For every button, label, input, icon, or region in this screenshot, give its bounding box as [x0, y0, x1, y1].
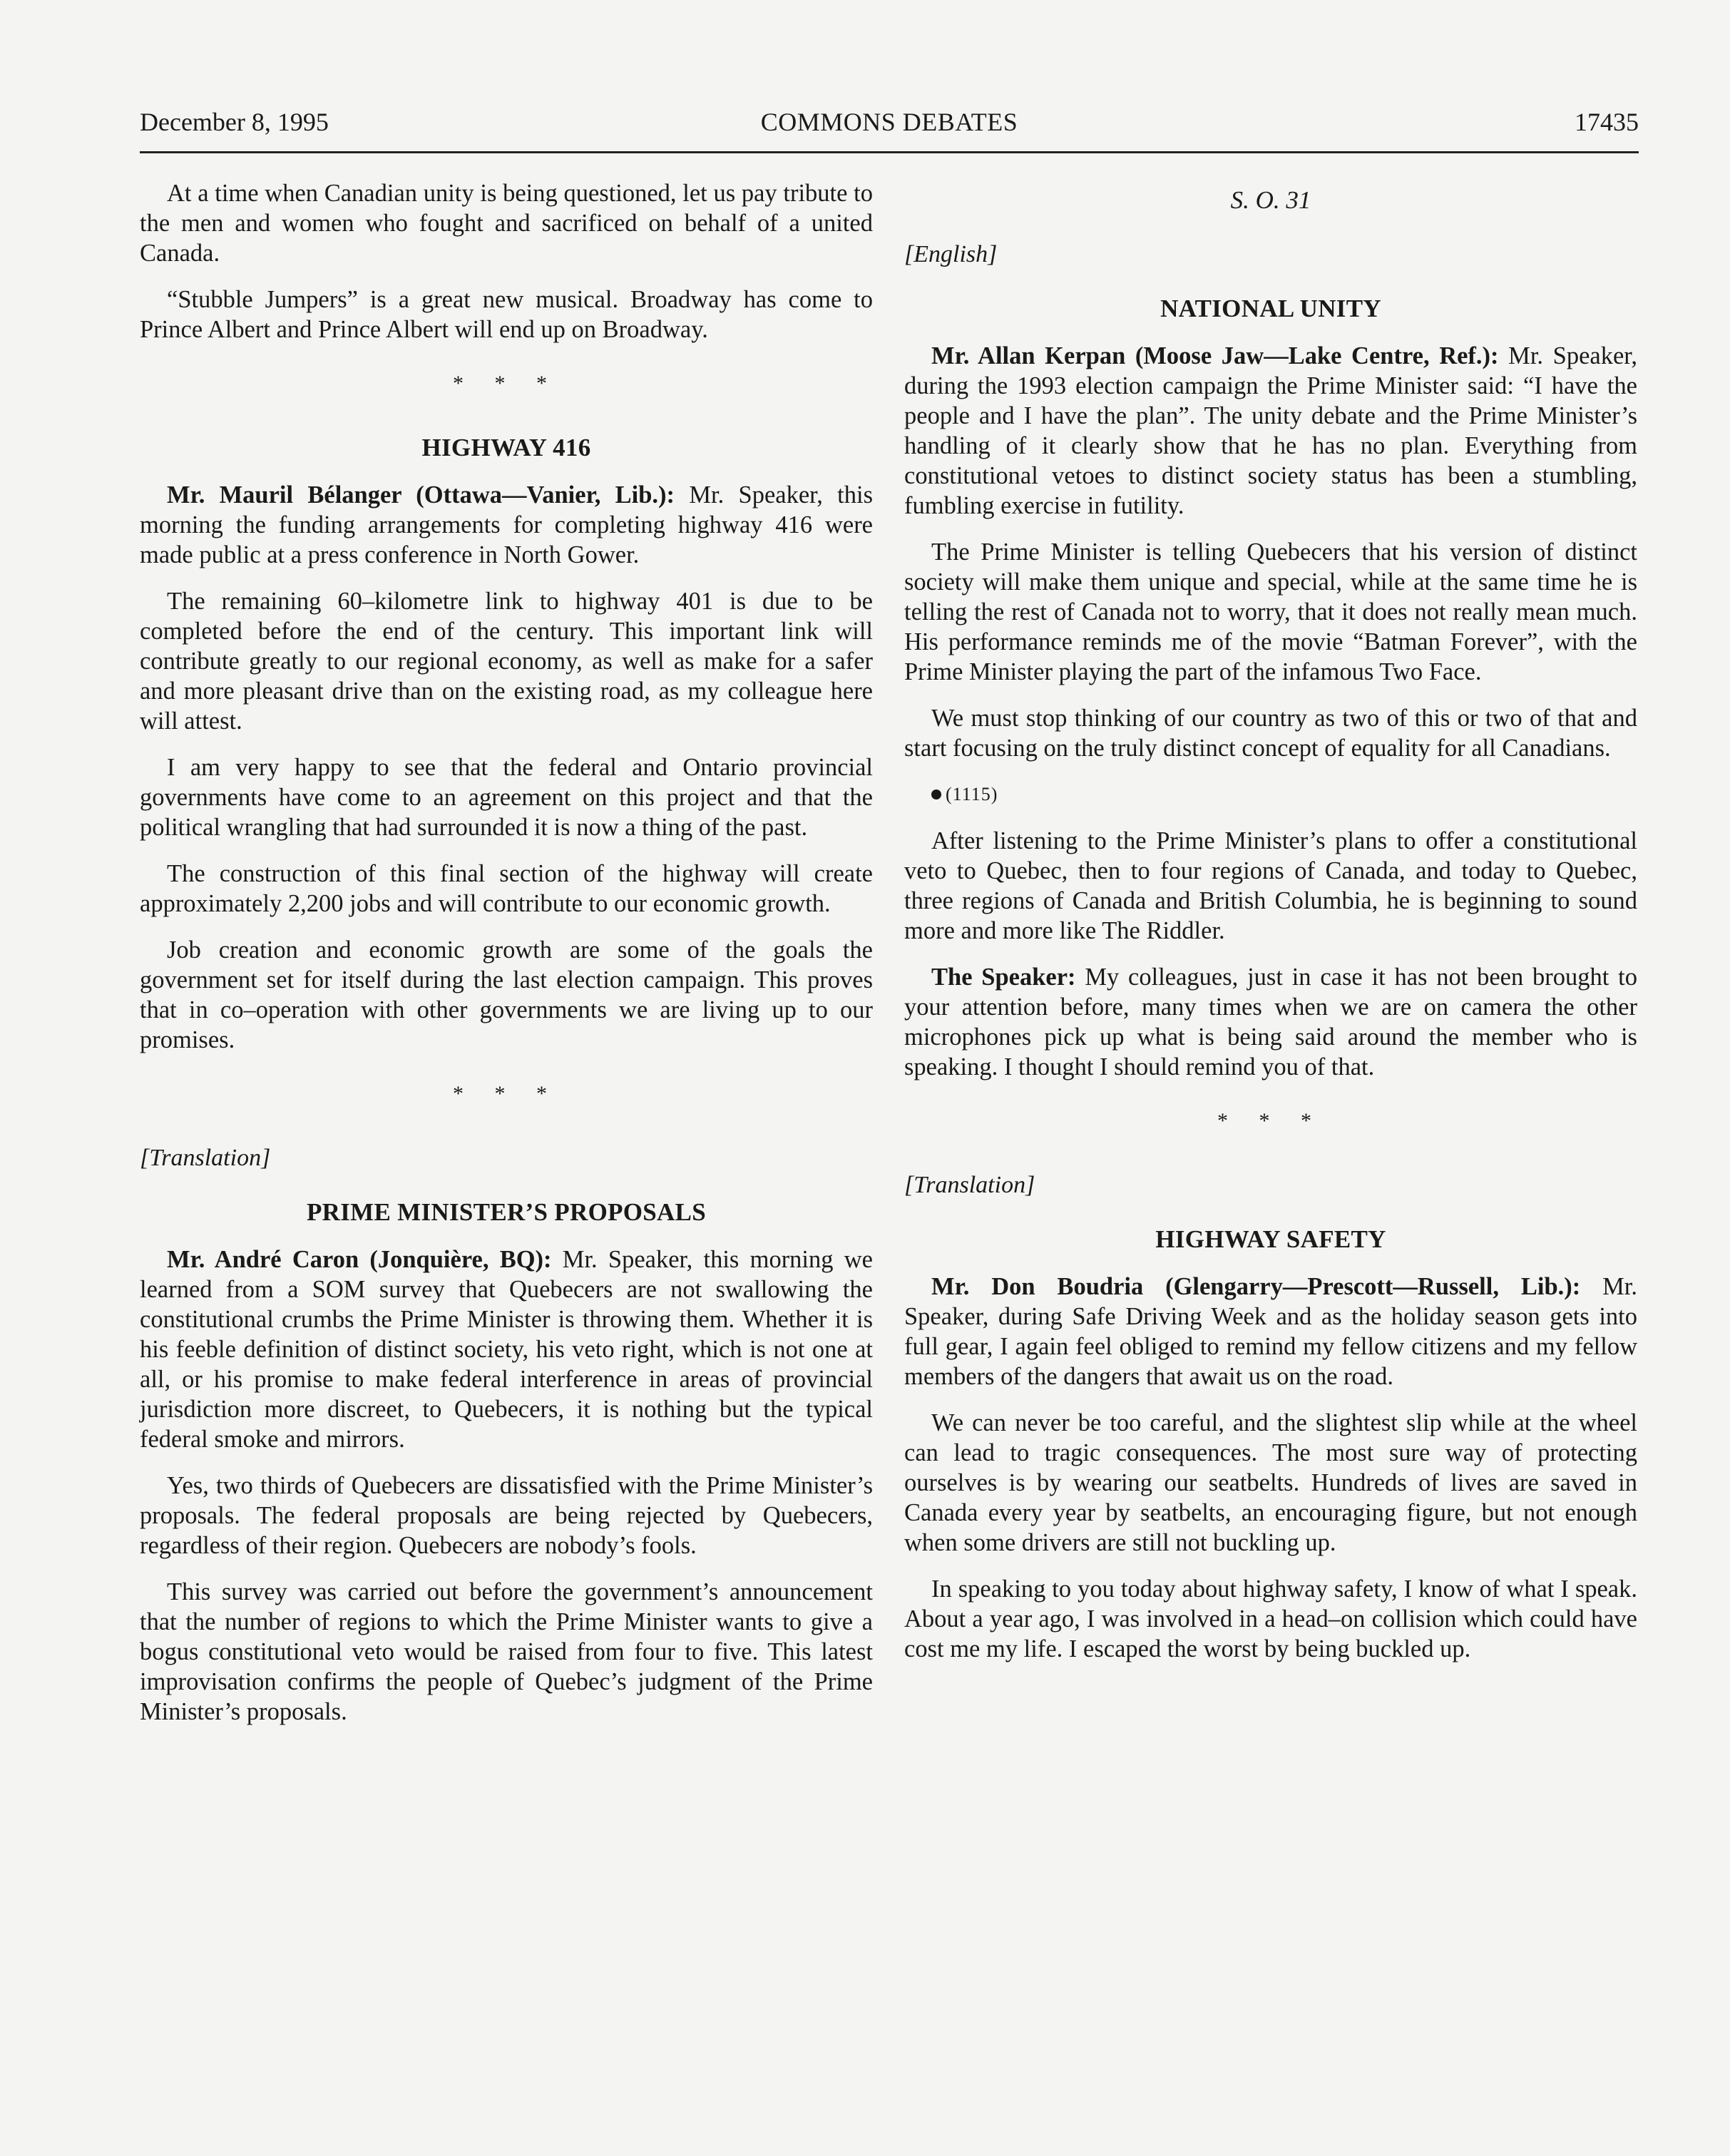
paragraph: The remaining 60–kilometre link to highway 401 is due to be completed before the end of the century. This important link will contribute greatly to our regional economy, as well as make for a safer and more pleasant drive than on the existing road, as my colleague here will attest. [140, 588, 873, 735]
header-rule [140, 151, 1639, 153]
paragraph: “Stubble Jumpers” is a great new musical. Broadway has come to Prince Albert and Prince Albert will end up on Broadway. [140, 286, 873, 343]
speech-paragraph [904, 1272, 1637, 1391]
speaker-name: Mr. André Caron (Jonquière, BQ): [167, 1246, 552, 1273]
left-column [140, 178, 873, 1743]
language-marker: [Translation] [904, 1172, 1035, 1198]
language-marker: [Translation] [140, 1145, 271, 1171]
speaker-name: Mr. Mauril Bélanger (Ottawa—Vanier, Lib.): [167, 481, 675, 509]
speech-text: Mr. Speaker, this morning we learned from a SOM survey that Quebecers are not swallowing the constitutional crumbs the Prime Minister is throwing them. Whether it is his feeble definition of distinct society, his veto right, which is not one at all, or his promise to make federal interference in areas of provincial jurisdiction more discreet, to Quebecers, it is nothing but the typical federal smoke and mirrors. [140, 1246, 873, 1453]
paragraph: I am very happy to see that the federal and Ontario provincial governments have come to an agreement on this project and that the political wrangling that had surrounded it is now a thing of the past. [140, 754, 873, 841]
header-publication: COMMONS DEBATES [760, 108, 1018, 136]
speaker-name: Mr. Allan Kerpan (Moose Jaw—Lake Centre, Ref.): [931, 342, 1499, 369]
header-date: December 8, 1995 [140, 108, 329, 136]
paragraph: Yes, two thirds of Quebecers are dissatisfied with the Prime Minister’s proposals. The federal proposals are being rejected by Quebecers, regardless of their region. Quebecers are nobody’s fools. [140, 1472, 873, 1559]
paragraph: At a time when Canadian unity is being questioned, let us pay tribute to the men and women who fought and sacrificed on behalf of a united Canada. [140, 180, 873, 267]
paragraph: The construction of this final section of the highway will create approximately 2,200 jobs and will contribute to our economic growth. [140, 860, 873, 917]
speech-text: My colleagues, just in case it has not been brought to your attention before, many times when we are on camera the other microphones pick up what is being said around the member who is speaking. I thought I should remind you of that. [904, 964, 1637, 1080]
paragraph: Job creation and economic growth are some of the goals the government set for itself during the last election campaign. This proves that in co–operation with other governments we are living up to our promises. [140, 936, 873, 1053]
speech-paragraph [904, 962, 1637, 1082]
right-column [904, 178, 1637, 1680]
speech-text: Mr. Speaker, this morning the funding arrangements for completing highway 416 were made public at a press conference in North Gower. [140, 481, 874, 568]
paragraph: We must stop thinking of our country as two of this or two of that and start focusing on the truly distinct concept of equality for all Canadians. [904, 705, 1637, 762]
speech-paragraph [140, 480, 873, 570]
speech-text: Mr. Speaker, during Safe Driving Week and as the holiday season gets into full gear, I again feel obliged to remind my fellow citizens and my fellow members of the dangers that await us on the road. [904, 1273, 1637, 1390]
section-heading: HIGHWAY SAFETY [1155, 1225, 1386, 1253]
section-divider: * * * [453, 1082, 560, 1105]
paragraph: This survey was carried out before the government’s announcement that the number of regions to which the Prime Minister wants to give a bogus constitutional veto would be raised from four to five. This latest improvisation confirms the people of Quebec’s judgment of the Prime Minister’s proposals. [140, 1578, 873, 1725]
standing-order-label: S. O. 31 [1230, 186, 1311, 214]
speaker-name: Mr. Don Boudria (Glengarry—Prescott—Russell, Lib.): [931, 1273, 1581, 1300]
paragraph: The Prime Minister is telling Quebecers that his version of distinct society will make them unique and special, while at the same time he is telling the rest of Canada not to worry, that it does not really mean much. His performance reminds me of the movie “Batman Forever”, with the Prime Minister playing the part of the infamous Two Face. [904, 538, 1637, 685]
bullet-icon [931, 790, 941, 799]
paragraph: In speaking to you today about highway safety, I know of what I speak. About a year ago, I was involved in a head–on collision which could have cost me my life. I escaped the worst by being buckled up. [904, 1575, 1637, 1662]
language-marker: [English] [904, 241, 998, 267]
section-heading: PRIME MINISTER’S PROPOSALS [306, 1198, 707, 1226]
time-marker [904, 780, 1637, 809]
speech-paragraph [140, 1245, 873, 1454]
paragraph: After listening to the Prime Minister’s plans to offer a constitutional veto to Quebec, then to four regions of Canada, and today to Quebec, three regions of Canada and British Columbia, he is beginning to sound more and more like The Riddler. [904, 827, 1637, 944]
paragraph: We can never be too careful, and the slightest slip while at the wheel can lead to tragic consequences. The most sure way of protecting ourselves is by wearing our seatbelts. Hundreds of lives are saved in Canada every year by seatbelts, an encouraging figure, but not enough when some drivers are still not buckling up. [904, 1409, 1637, 1556]
speech-paragraph [904, 341, 1637, 521]
header-page-number: 17435 [1575, 108, 1639, 136]
time-stamp: (1115) [946, 784, 998, 804]
section-heading: NATIONAL UNITY [1160, 295, 1381, 322]
section-divider: * * * [453, 372, 560, 395]
speaker-name: The Speaker: [931, 964, 1076, 991]
page-header [140, 107, 1639, 147]
section-heading: HIGHWAY 416 [421, 434, 591, 461]
section-divider: * * * [1217, 1109, 1324, 1133]
speech-text: Mr. Speaker, during the 1993 election campaign the Prime Minister said: “I have the people and I have the plan”. The unity debate and the Prime Minister’s handling of it clearly show that he has no plan. Everything from constitutional vetoes to distinct society status has been a stumbling, fumbling exercise in futility. [904, 342, 1637, 519]
